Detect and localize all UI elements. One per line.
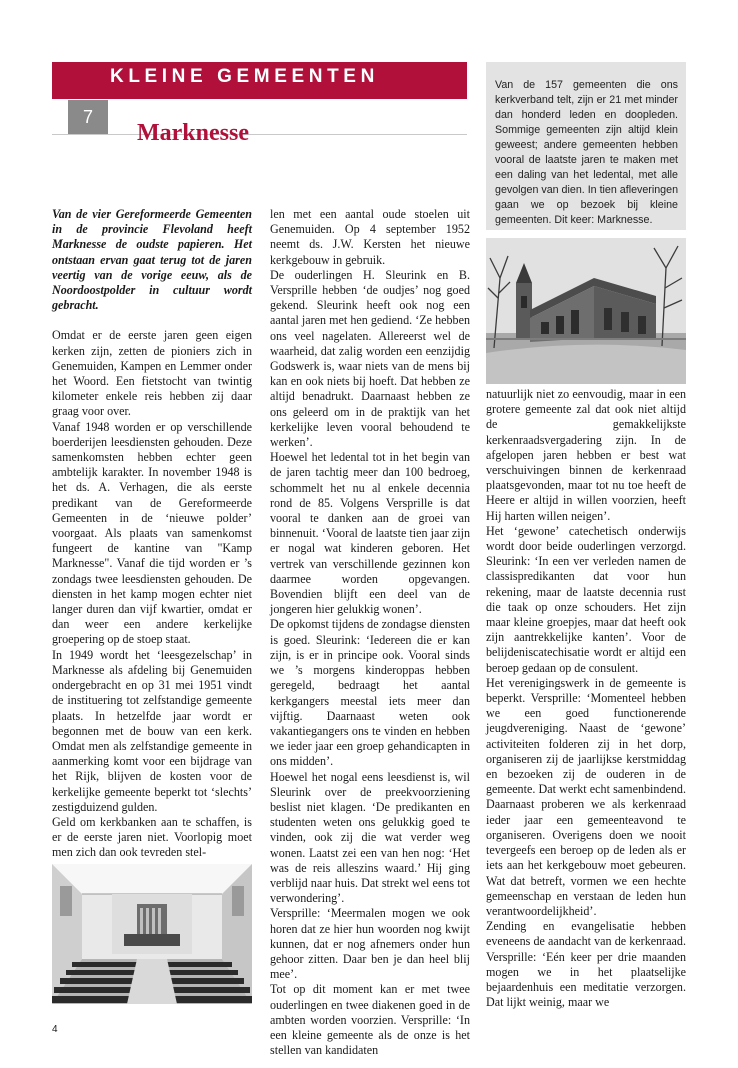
article-intro: Van de vier Gereformeerde Gemeenten in de provincie Flevoland heeft Marknesse de oudste papieren. Het ontstaan ervan gaat terug tot de jaren veertig van de vorige eeuw, als de Noordoostpolder in cultuur wordt gebracht. [52,207,252,313]
paragraph: Zending en evangelisatie hebben eveneens de aandacht van de kerkenraad. Versprille: ‘Eén keer per drie maanden mogen we in het plaatselijke bejaardenhuis een meditatie verzorgen. Dat lijkt weinig, maar we [486,919,686,1010]
header-divider [52,98,467,99]
paragraph: Versprille: ‘Meermalen mogen we ook horen dat ze hier hun woorden nog kwijt kunnen, dat er nog afnemers onder hun gehoor zitten. Daar ben je dan heel blij mee’. [270,906,470,982]
page-number: 4 [52,1024,58,1035]
paragraph: len met een aantal oude stoelen uit Genemuiden. Op 4 september 1952 neemt ds. J.W. Kersten het nieuwe kerkgebouw in gebruik. [270,207,470,267]
paragraph: Het verenigingswerk in de gemeente is beperkt. Versprille: ‘Momenteel hebben we een goed functionerende jeugdvereniging. Naast de ‘gewone’ activiteiten folderen zij in het dorp, organiseren zij de jaarlijkse kerstmiddag en bezoeken zij de ouderen in de gemeente. Dat werkt echt samenbindend. Daarnaast proberen we als kerkenraad ieder jaar een gemeenteavond te organiseren. Overigens doen we nooit tevergeefs een beroep op de leden als er iets aan het kerkgebouw moet gebeuren. Wat dat betreft, vormen we een hechte gemeenschap en verstaan de leden hun verantwoordelijkheid’. [486,675,686,918]
paragraph: Omdat er de eerste jaren geen eigen kerken zijn, zetten de pioniers zich in Genemuiden, Kampen en Lemmer onder het Woord. Een fietstocht van twintig kilometer enkele reis hebben zij daar graag voor over. [52,328,252,419]
article-column-1 [52,207,252,861]
paragraph: Tot op dit moment kan er met twee ouderlingen en twee diakenen goed in de ambten worden voorzien. Versprille: ‘In een kleine gemeente als de onze is het stellen van kandidaten [270,982,470,1058]
section-title: KLEINE GEMEENTEN [110,66,379,87]
paragraph: Hoewel het nogal eens leesdienst is, wil Sleurink over de preekvoorziening beslist niet klagen. ‘De predikanten en studenten weten ons gelukkig goed te vinden, ook zij die wat verder weg wonen. Laatst zei een van hen nog: ‘Het was de reis alleszins waard.’ Hij ging verblijd naar huis. Dat strekt wel eens tot verwondering’. [270,769,470,906]
paragraph: Hoewel het ledental tot in het begin van de jaren tachtig meer dan 100 bedroeg, schommelt het nu al enkele decennia rond de 85. Volgens Versprille is dat vooral te danken aan de groei van binnenuit. ‘Vooral de laatste tien jaar zijn er nogal wat kinderen geboren. Het vertrek van verschillende gezinnen kon daarmee worden opgevangen. Bovendien blijft een deel van de jongeren hier gelukkig wonen’. [270,450,470,617]
church-exterior-photo [486,238,686,384]
paragraph: In 1949 wordt het ‘leesgezelschap’ in Marknesse als afdeling bij Genemuiden ondergebracht en op 31 mei 1951 vindt de instituering tot zelfstandige gemeente plaats. In hetzelfde jaar wordt er begonnen met de bouw van een kerk. Omdat men als zelfstandige gemeente in aanmerking komt voor een bijdrage van het Rijk, blijven de kosten voor de kerkelijke gemeente beperkt tot ‘slechts’ zestigduizend gulden. [52,647,252,814]
sidebar-text: Van de 157 gemeenten die ons kerkverband telt, zijn er 21 met minder dan honderd leden en doopleden. Sommige gemeenten zijn altijd klein geweest; andere gemeenten hebben vooral de laatste jaren te maken met een daling van het ledental, met alle gevolgen van dien. In tien afleveringen gaan we op bezoek bij kleine gemeenten. Dit keer: Marknesse. [495,79,679,226]
paragraph: Het ‘gewone’ catechetisch onderwijs wordt door beide ouderlingen verzorgd. Sleurink: ‘In een ver verleden namen de classispredikanten dat voor hun rekening, maar de laatste decennia rust die taak op onze schouders. Het zijn maar kleine groepjes, maar dat heeft ook zijn aantrekkelijke kanten’. Voor de belijdeniscatechisatie wordt er altijd een beroep gedaan op de consulent. [486,523,686,675]
paragraph: De ouderlingen H. Sleurink en B. Versprille hebben ‘de oudjes’ nog goed gekend. Sleurink heeft ook nog een aantal jaren met hen gediend. ‘Ze hebben ons veel nagelaten. Allereerst wel de waarheid, dat zalig worden een eenzijdig Godswerk is, waar niets van de mens bij kan en ook niets bij hoeft. Dat hebben ze altijd benadrukt. Daarnaast hebben ze ons geleerd om in de praktijk van het kerkelijke leven vooral behoudend te werken’. [270,267,470,450]
article-title: Marknesse [137,120,249,146]
paragraph: Vanaf 1948 worden er op verschillende boerderijen leesdiensten gehouden. Deze samenkomsten hebben echter geen ambtelijk karakter. In november 1948 is het ds. A. Verhagen, die als eerste predikant van de Gereformeerde Gemeenten in de ‘nieuwe polder’ voorgaat. Als plaats van samenkomst fungeert de kantine van "Kamp Marknesse". Vanaf die tijd worden er ’s zondags twee leesdiensten gehouden. De diensten in het kamp mogen echter niet langer duren dan vijf kwartier, omdat er dan weer een andere kerkelijke groepering op de stoep staat. [52,419,252,647]
paragraph: natuurlijk niet zo eenvoudig, maar in een grotere gemeente zal dat ook niet altijd de gemakkelijkste kerkenraadsvergadering zijn. In de afgelopen jaren hebben er best wat verschuivingen binnen de kerkenraad plaatsgevonden, maar tot nu toe heeft de Heere er altijd in willen voorzien, heeft Hij harten willen neigen’. [486,387,686,523]
article-column-3 [486,387,686,1010]
issue-number-badge: 7 [68,100,108,134]
paragraph: Geld om kerkbanken aan te schaffen, is er de eerste jaren niet. Voorlopig moet men zich dan ook tevreden stel- [52,814,252,860]
article-column-2 [270,207,470,1058]
church-interior-photo [52,864,252,1004]
title-divider [52,134,467,135]
paragraph: De opkomst tijdens de zondagse diensten is goed. Sleurink: ‘Iedereen die er kan zijn, is er in principe ook. Vooral sinds we ’s morgens kinderoppas hebben geregeld, bedraagt het aantal kerkgangers meestal iets meer dan vijftig. Daarnaast weten ook vakantiegangers ons te vinden en hebben we ieder jaar een groep gehandicapten in ons midden’. [270,617,470,769]
